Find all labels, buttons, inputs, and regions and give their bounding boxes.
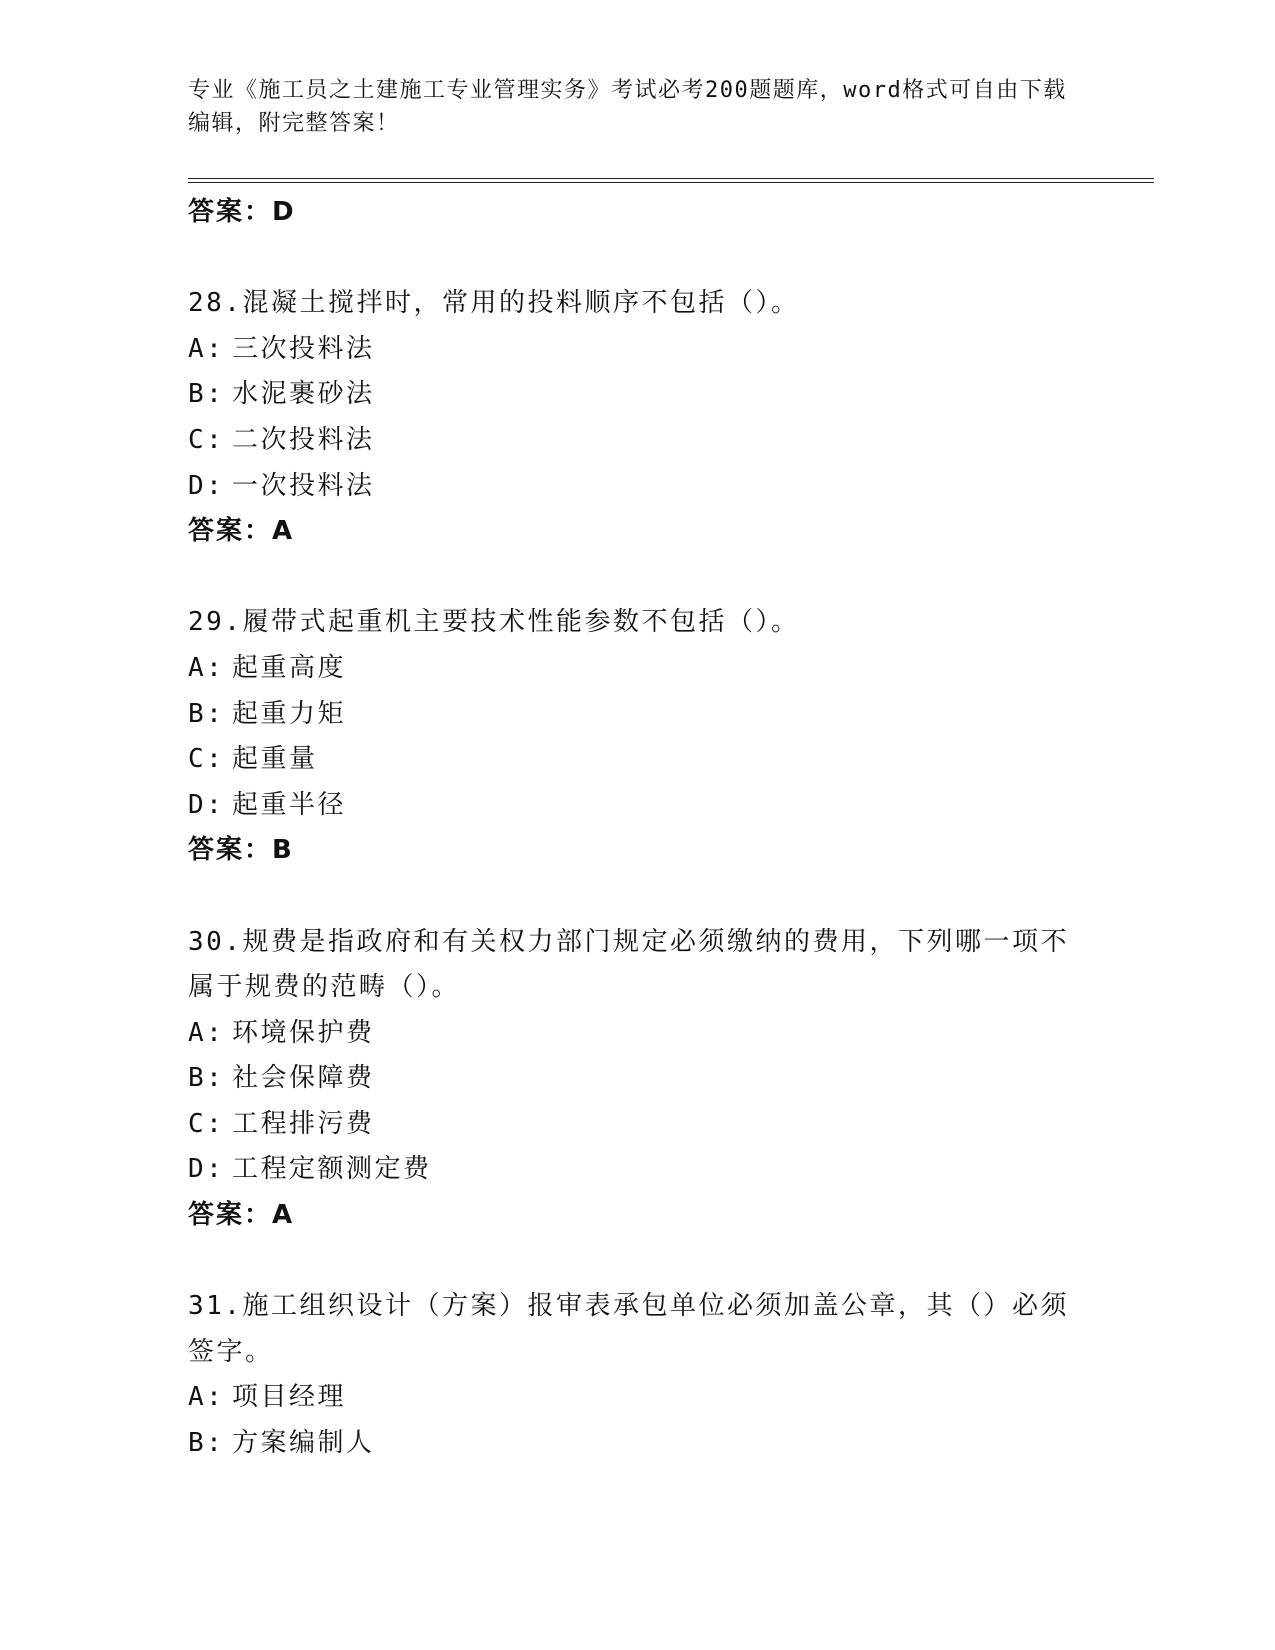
spacer [188,874,1088,920]
option-a [188,1011,1088,1057]
answer-line: 答案：A [188,516,295,547]
header-divider [188,178,1154,183]
option-b [188,692,1088,738]
spacer [188,555,1088,601]
option-text: 一次投料法 [232,470,375,501]
option-letter: B: [188,1063,225,1094]
option-text: 环境保护费 [232,1017,375,1048]
question-31 [188,1284,1088,1466]
prev-answer: 答案：D [188,197,296,227]
option-text: 起重半径 [232,789,347,820]
option-text: 起重力矩 [232,698,347,729]
question-28 [188,281,1088,555]
option-letter: A: [188,1017,225,1048]
option-text: 起重量 [232,744,318,775]
option-letter: B: [188,698,225,729]
question-title: 29.履带式起重机主要技术性能参数不包括（）。 [188,607,800,638]
option-c [188,418,1088,464]
option-letter: D: [188,1154,225,1185]
option-d [188,1147,1088,1193]
option-text: 起重高度 [232,652,347,683]
question-title: 31.施工组织设计（方案）报审表承包单位必须加盖公章，其（）必须签字。 [188,1291,1069,1367]
option-b [188,1056,1088,1102]
option-letter: B: [188,379,225,410]
answer-line: 答案：B [188,835,294,866]
spacer [188,1239,1088,1285]
option-text: 项目经理 [232,1382,347,1413]
option-text: 社会保障费 [232,1063,375,1094]
document-content [188,190,1088,1467]
option-letter: C: [188,744,225,775]
option-a [188,1375,1088,1421]
answer-line: 答案：A [188,1200,295,1231]
option-text: 方案编制人 [232,1428,375,1459]
question-30 [188,920,1088,1239]
option-letter: A: [188,652,225,683]
option-a [188,327,1088,373]
question-title: 30.规费是指政府和有关权力部门规定必须缴纳的费用，下列哪一项不属于规费的范畴（）。 [188,926,1069,1003]
option-b [188,372,1088,418]
spacer [188,236,1088,282]
question-29 [188,600,1088,874]
option-letter: D: [188,789,225,820]
option-text: 工程排污费 [232,1108,375,1139]
option-letter: C: [188,1108,225,1139]
option-text: 水泥裹砂法 [232,379,375,410]
option-c [188,737,1088,783]
option-d [188,783,1088,829]
option-a [188,646,1088,692]
option-letter: A: [188,1382,225,1413]
option-text: 三次投料法 [232,333,375,364]
option-letter: A: [188,333,225,364]
option-text: 二次投料法 [232,424,375,455]
option-letter: C: [188,424,225,455]
option-d [188,464,1088,510]
option-text: 工程定额测定费 [232,1154,432,1185]
option-b [188,1421,1088,1467]
option-letter: B: [188,1428,225,1459]
page-header-text: 专业《施工员之土建施工专业管理实务》考试必考200题题库，word格式可自由下载编辑，附完整答案！ [188,78,1067,136]
question-title: 28.混凝土搅拌时，常用的投料顺序不包括（）。 [188,288,800,319]
option-c [188,1102,1088,1148]
option-letter: D: [188,470,225,501]
